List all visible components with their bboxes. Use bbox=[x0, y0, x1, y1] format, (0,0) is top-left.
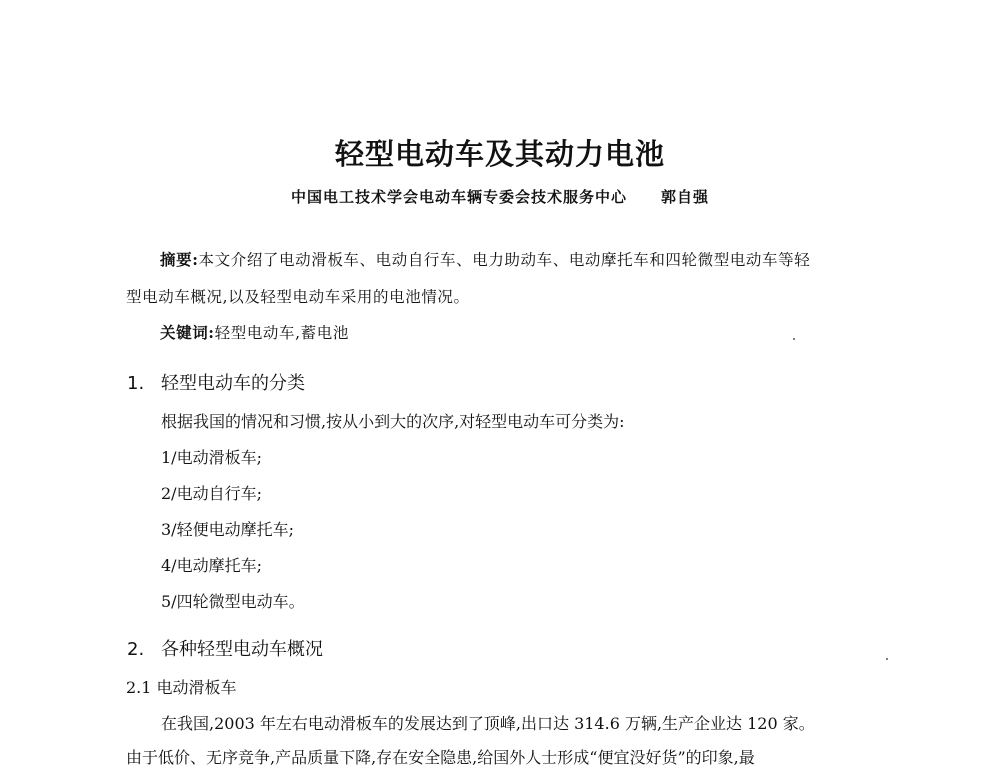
list-item: 4/电动摩托车; bbox=[161, 556, 262, 575]
section-2-heading bbox=[127, 635, 323, 661]
section-2-number: 2. bbox=[127, 639, 145, 660]
section-1-heading bbox=[127, 369, 305, 395]
abstract-text-1: 本文介绍了电动滑板车、电动自行车、电力助动车、电动摩托车和四轮微型电动车等轻 bbox=[198, 251, 811, 269]
list-item: 3/轻便电动摩托车; bbox=[161, 520, 294, 539]
abstract-line-2: 型电动车概况,以及轻型电动车采用的电池情况。 bbox=[126, 288, 470, 306]
section-2-paragraph-1: 在我国,2003 年左右电动滑板车的发展达到了顶峰,出口达 314.6 万辆,生产企业达 120 家。 bbox=[161, 714, 815, 733]
section-1-title: 轻型电动车的分类 bbox=[161, 373, 305, 394]
list-item: 5/四轮微型电动车。 bbox=[161, 592, 305, 611]
section-1-number: 1. bbox=[127, 373, 145, 394]
author-affiliation: 中国电工技术学会电动车辆专委会技术服务中心 bbox=[290, 188, 627, 206]
list-item: 2/电动自行车; bbox=[161, 484, 262, 503]
keywords-line bbox=[160, 321, 349, 343]
author-name: 郭自强 bbox=[661, 188, 710, 206]
list-item: 1/电动滑板车; bbox=[161, 448, 262, 467]
paper-title: 轻型电动车及其动力电池 bbox=[334, 137, 665, 171]
keywords-label: 关键词: bbox=[160, 323, 215, 342]
subsection-2-1-heading: 2.1 电动滑板车 bbox=[126, 678, 237, 697]
keywords-text: 轻型电动车,蓄电池 bbox=[214, 324, 349, 342]
scan-speck bbox=[793, 338, 795, 340]
scan-speck bbox=[886, 658, 888, 660]
section-1-intro: 根据我国的情况和习惯,按从小到大的次序,对轻型电动车可分类为: bbox=[161, 412, 625, 431]
section-2-title: 各种轻型电动车概况 bbox=[161, 639, 323, 660]
abstract-line-1 bbox=[160, 248, 810, 270]
author-line bbox=[0, 186, 1000, 207]
abstract-label: 摘要: bbox=[160, 250, 199, 269]
section-2-paragraph-2: 由于低价、无序竞争,产品质量下降,存在安全隐患,给国外人士形成“便宜没好货”的印象,最 bbox=[126, 748, 755, 767]
